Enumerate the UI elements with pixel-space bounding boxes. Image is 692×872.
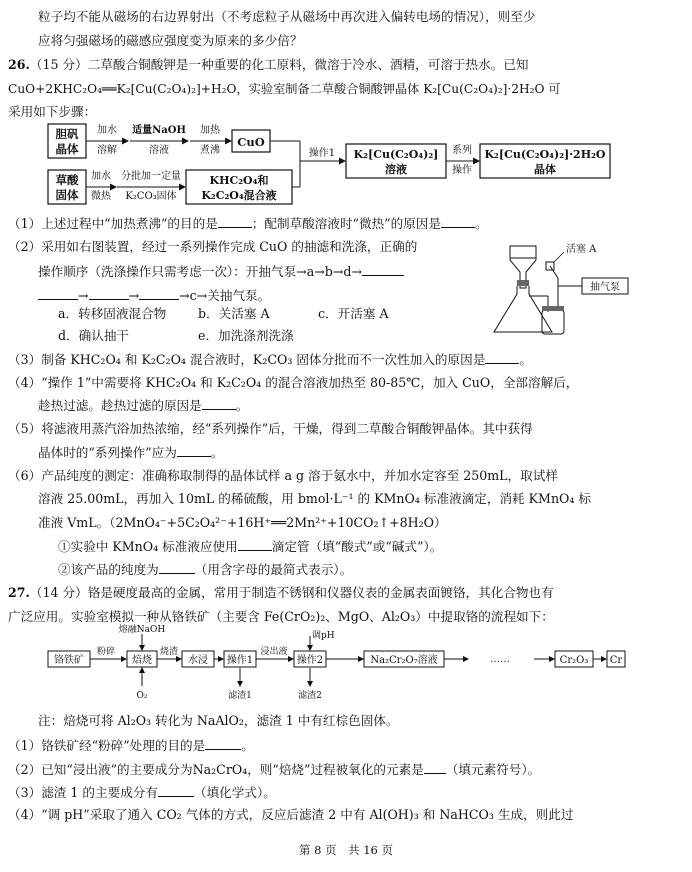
answer-blank[interactable] [159, 560, 195, 574]
pump-label: 抽气泵 [590, 282, 620, 293]
text-line: 广泛应用。实验室模拟一种从铬铁矿（主要含 Fe(CrO₂)₂、MgO、Al₂O₃）中提取铬的流程如下： [8, 609, 554, 624]
answer-blank[interactable] [177, 443, 211, 457]
text: ①实验中 KMnO₄ 标准液应使用 [58, 539, 238, 554]
note: 注：焙烧可将 Al₂O₃ 转化为 NaAlO₂，滤渣 1 中有红棕色固体。 [38, 713, 399, 728]
residue1: 滤渣1 [228, 691, 252, 701]
naoh: 熔融NaOH [118, 625, 166, 635]
question-26-header [8, 56, 529, 74]
box-solution-l1: K₂[Cu(C₂O₄)₂] [353, 148, 439, 161]
question-number: 27. [8, 585, 30, 600]
text-line: 应将匀强磁场的磁感应强度变为原来的多少倍？ [38, 33, 303, 48]
leachate: 浸出液 [260, 647, 288, 657]
op1-label: 操作1 [308, 148, 336, 159]
answer-blank[interactable] [218, 214, 252, 228]
suction-filtration-apparatus [486, 238, 642, 338]
question-27-header [8, 584, 554, 602]
q26-part3 [8, 350, 532, 369]
box-cuso4-l2: 晶体 [55, 142, 79, 156]
leach: 水浸 [188, 655, 208, 666]
question-score: （15 分） [29, 57, 88, 72]
arrow4-top: 加水 [91, 171, 111, 182]
box-cuo-label: CuO [237, 135, 265, 149]
text-line: （4）“调 pH”采取了通入 CO₂ 气体的方式，反应后滤渣 2 中有 Al(OH)₃ 和 NaHCO₃ 生成，则此过 [8, 807, 574, 822]
answer-blank[interactable] [89, 286, 129, 300]
answer-blank[interactable] [38, 286, 78, 300]
text: （1）上述过程中“加热煮沸”的目的是 [8, 216, 218, 231]
answer-blank[interactable] [139, 286, 179, 300]
arrow3-bottom: 煮沸 [200, 145, 220, 156]
text: （3）制备 KHC₂O₄ 和 K₂C₂O₄ 混合液时，K₂CO₃ 固体分批而不一次性加入的原因是 [8, 352, 486, 367]
text-line: （4）“操作 1”中需要将 KHC₂O₄ 和 K₂C₂O₄ 的混合溶液加热至 80-85℃，加入 CuO，全部溶解后， [8, 375, 579, 390]
cr: Cr [609, 655, 623, 666]
text: 。 [241, 738, 254, 753]
o2: O₂ [136, 691, 148, 701]
box-crystal-l2: 晶体 [534, 163, 556, 176]
text: 操作顺序（洗涤操作只需考虑一次）：开抽气泵→a→b→d→ [38, 264, 363, 279]
question-score: （14 分） [29, 585, 88, 600]
text-line: 溶液 25.00mL，再加入 10mL 的稀硫酸，用 bmol·L⁻¹ 的 KMnO₄ 标准液滴定，消耗 KMnO₄ 标 [38, 491, 592, 506]
text: → [78, 288, 89, 303]
text: （填化学式）。 [193, 785, 276, 800]
arrow1-bottom: 溶解 [97, 145, 117, 156]
text: → [128, 288, 140, 303]
arrow5-top: 分批加一定量 [121, 171, 181, 182]
q26-part6-d [58, 537, 442, 556]
text-line: （2）采用如右图装置，经过一系列操作完成 CuO 的抽滤和洗涤，正确的 [8, 239, 418, 254]
ore: 铬铁矿 [54, 655, 84, 666]
residue2: 滤渣2 [298, 691, 322, 701]
text: 。 [475, 216, 488, 231]
text: （3）滤渣 1 的主要成分有 [8, 785, 158, 800]
text: 。 [235, 398, 249, 413]
arrow4-bottom: 微热 [91, 191, 111, 202]
box-solution-l2: 溶液 [385, 163, 407, 176]
arrow5-bottom: K₂CO₃固体 [125, 191, 177, 202]
arrow2-bottom: 溶液 [149, 145, 169, 156]
op1: 操作1 [226, 655, 254, 666]
question-number: 26. [8, 57, 30, 72]
q26-flow-diagram [0, 118, 692, 210]
text: （2）已知“浸出液”的主要成分为Na₂CrO₄，则“焙烧”过程被氧化的元素是 [8, 762, 424, 777]
q26-part2-b [38, 262, 404, 281]
q27-part2 [8, 760, 540, 779]
option-c: c．开活塞 A [318, 306, 389, 321]
q26-part4-b [38, 396, 248, 415]
answer-blank[interactable] [424, 760, 446, 774]
text: （用含字母的最简式表示）。 [194, 562, 353, 577]
roast: 焙烧 [132, 655, 152, 666]
text: 。 [210, 445, 224, 460]
text-line: 采用如下步骤： [8, 104, 97, 119]
q26-part6-e [58, 560, 352, 579]
arrow2-top: 适量NaOH [132, 125, 186, 136]
q27-part1 [8, 736, 254, 755]
option-b: b．关活塞 A [198, 306, 270, 321]
question-intro: 二草酸合铜酸钾是一种重要的化工原料，微溶于冷水、酒精，可溶于热水。已知 [87, 57, 529, 72]
text: →c→关抽气泵。 [179, 288, 271, 303]
dots: …… [490, 654, 510, 665]
text: 。 [519, 352, 532, 367]
box-mix-l1: KHC₂O₄和 [209, 174, 269, 187]
series-bottom: 操作 [452, 165, 472, 176]
q27-flow-diagram [0, 624, 692, 710]
option-a: a．转移固液混合物 [58, 306, 167, 321]
text: 晶体时的“系列操作”应为 [38, 445, 177, 460]
text: ②该产品的纯度为 [58, 562, 159, 577]
text: 趁热过滤。趁热过滤的原因是 [38, 398, 202, 413]
answer-blank[interactable] [238, 537, 272, 551]
arrow3-top: 加热 [200, 125, 220, 136]
box-crystal-l1: K₂[Cu(C₂O₄)₂]·2H₂O [484, 148, 606, 161]
answer-blank[interactable] [485, 350, 519, 364]
crush: 粉碎 [96, 647, 116, 657]
page-footer: 第 8 页 共 16 页 [298, 843, 394, 857]
answer-blank[interactable] [205, 736, 241, 750]
cr2o3: Cr₂O₃ [559, 655, 589, 666]
q26-part5-b [38, 443, 223, 462]
box-mix-l2: K₂C₂O₄混合液 [201, 189, 277, 202]
valve-label: 活塞 A [566, 244, 597, 255]
text-line: （6）产品纯度的测定：准确称取制得的晶体试样 a g 溶于氨水中，并加水定容至 250mL，取试样 [8, 468, 558, 483]
q26-part2-c [38, 286, 270, 305]
option-d: d．确认抽干 [58, 328, 130, 343]
text: （填元素符号）。 [445, 762, 541, 777]
text-line: （5）将滤液用蒸汽浴加热浓缩，经“系列操作”后，干燥，得到二草酸合铜酸钾晶体。其中获得 [8, 421, 533, 436]
answer-blank[interactable] [441, 214, 475, 228]
text: （1）铬铁矿经“粉碎”处理的目的是 [8, 738, 206, 753]
question-intro: 铬是硬度最高的金属，常用于制造不锈钢和仪器仪表的金属表面镀铬，其化合物也有 [87, 585, 554, 600]
series-top: 系列 [452, 145, 472, 156]
na2cr2o7: Na₂Cr₂O₇溶液 [370, 655, 438, 666]
answer-blank[interactable] [158, 783, 194, 797]
text: 滴定管（填“酸式”或“碱式”）。 [271, 539, 443, 554]
box-oxalic-l2: 固体 [55, 188, 79, 202]
option-e: e．加洗涤剂洗涤 [198, 328, 294, 343]
answer-blank[interactable] [362, 262, 404, 276]
text: ；配制草酸溶液时“微热”的原因是 [251, 216, 441, 231]
op2: 操作2 [296, 655, 324, 666]
answer-blank[interactable] [202, 396, 236, 410]
box-cuso4-l1: 胆矾 [55, 127, 79, 141]
text-line: 粒子均不能从磁场的右边界射出（不考虑粒子从磁场中再次进入偏转电场的情况），则至少 [38, 9, 536, 24]
text-line: 准液 VmL。（2MnO₄⁻+5C₂O₄²⁻+16H⁺══2Mn²⁺+10CO₂↑+8H₂O） [38, 515, 447, 530]
q26-part1 [8, 214, 488, 233]
q27-part3 [8, 783, 276, 802]
clinker: 烧渣 [159, 647, 179, 657]
box-oxalic-l1: 草酸 [55, 173, 79, 187]
ph: 调pH [312, 631, 335, 641]
text-line: CuO+2KHC₂O₄══K₂[Cu(C₂O₄)₂]+H₂O，实验室制备二草酸合铜酸钾晶体 K₂[Cu(C₂O₄)₂]·2H₂O 可 [8, 82, 561, 96]
arrow1-top: 加水 [97, 125, 117, 136]
